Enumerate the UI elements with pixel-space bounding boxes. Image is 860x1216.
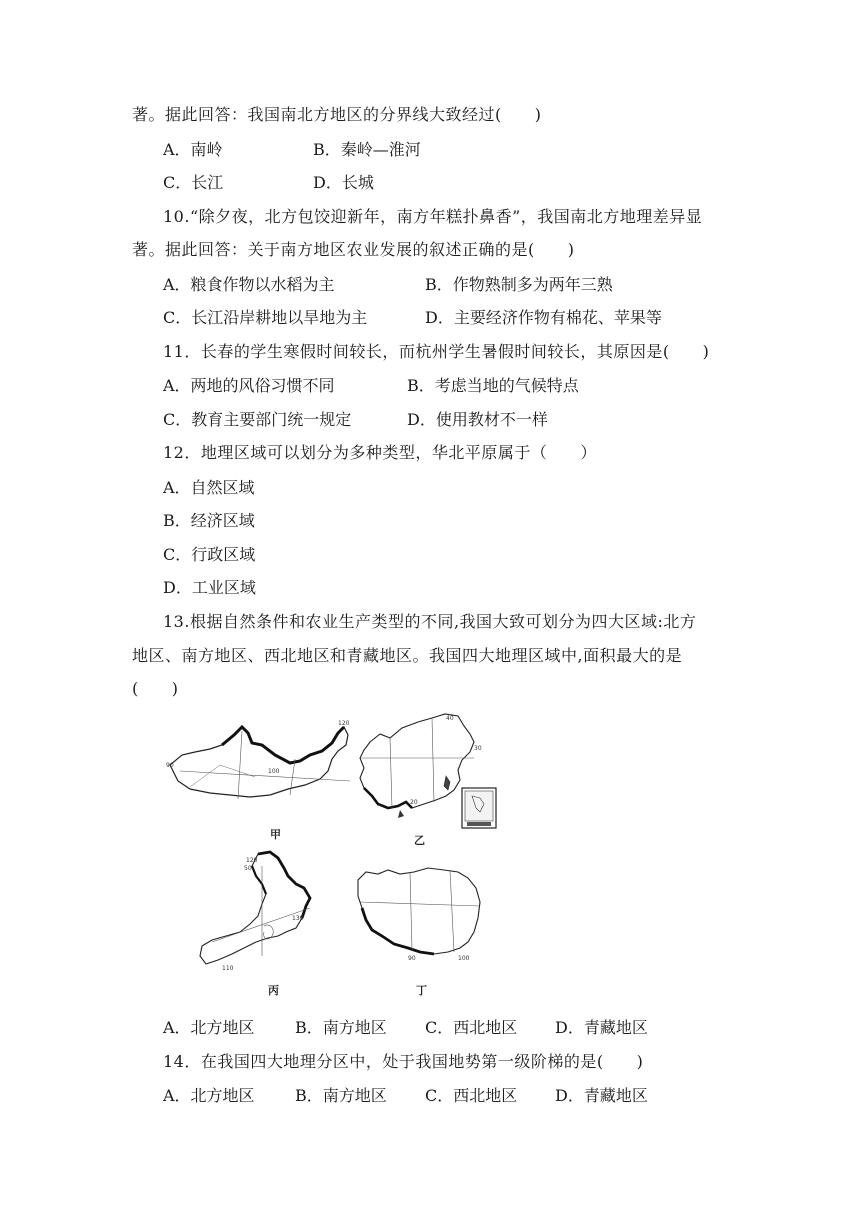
q10-option-a[interactable]: A．粮食作物以水稻为主 [163,275,335,294]
svg-text:90: 90 [408,955,416,962]
q13-stem-line1: 13.根据自然条件和农业生产类型的不同,我国大致可划分为四大区域:北方 [163,612,697,631]
map-bing [192,846,322,976]
q10-option-d[interactable]: D．主要经济作物有棉花、苹果等 [425,308,662,327]
q11-option-b[interactable]: B．考虑当地的气候特点 [407,376,579,395]
q11-stem-line1: 11．长春的学生寒假时间较长，而杭州学生暑假时间较长，其原因是( ) [163,342,710,361]
q13-option-c[interactable]: C．西北地区 [425,1018,518,1037]
q10-option-c[interactable]: C．长江沿岸耕地以旱地为主 [163,308,368,327]
map-ding-caption: 丁 [416,984,427,997]
q11-option-a[interactable]: A．两地的风俗习惯不同 [163,376,335,395]
q10-stem-line1: 10.“除夕夜，北方包饺迎新年，南方年糕扑鼻香”，我国南北方地理差异显 [163,207,703,226]
svg-text:130: 130 [292,915,304,922]
q9-option-a[interactable]: A．南岭 [163,140,223,159]
svg-text:100: 100 [458,955,470,962]
q10-stem-line2: 著。据此回答：关于南方地区农业发展的叙述正确的是( ) [132,240,575,259]
q9-option-c[interactable]: C．长江 [163,173,224,192]
svg-text:90: 90 [166,762,174,769]
q13-option-d[interactable]: D．青藏地区 [555,1018,648,1037]
q10-option-b[interactable]: B．作物熟制多为两年三熟 [425,275,613,294]
q12-option-c[interactable]: C．行政区域 [163,545,256,564]
q9-option-d[interactable]: D．长城 [313,173,374,192]
q12-option-a[interactable]: A．自然区域 [163,478,255,497]
map-bing-caption: 丙 [268,984,279,997]
q9-option-b[interactable]: B．秦岭—淮河 [313,140,421,159]
map-yi [350,712,510,832]
svg-text:20: 20 [410,799,418,806]
q12-option-b[interactable]: B．经济区域 [163,511,255,530]
svg-text:110: 110 [222,965,234,972]
q11-option-d[interactable]: D．使用教材不一样 [407,410,548,429]
q13-stem-line3: ( ) [132,679,179,698]
map-jia-caption: 甲 [270,828,281,841]
svg-text:100: 100 [268,768,280,775]
q14-option-a[interactable]: A．北方地区 [163,1086,255,1105]
svg-text:30: 30 [474,745,482,752]
q14-option-b[interactable]: B．南方地区 [295,1086,387,1105]
map-yi-caption: 乙 [414,834,425,847]
q14-option-c[interactable]: C．西北地区 [425,1086,518,1105]
q9-stem-tail: 著。据此回答：我国南北方地区的分界线大致经过( ) [132,105,542,124]
q13-stem-line2: 地区、南方地区、西北地区和青藏地区。我国四大地理区域中,面积最大的是 [132,646,683,665]
q13-option-b[interactable]: B．南方地区 [295,1018,387,1037]
q14-stem-line1: 14．在我国四大地理分区中，处于我国地势第一级阶梯的是( ) [163,1052,644,1071]
map-jia [160,715,360,805]
q12-stem-line1: 12．地理区域可以划分为多种类型，华北平原属于（ ） [163,443,597,462]
q11-option-c[interactable]: C．教育主要部门统一规定 [163,410,352,429]
svg-text:40: 40 [446,715,454,722]
q14-option-d[interactable]: D．青藏地区 [555,1086,648,1105]
svg-text:120: 120 [246,857,258,864]
q12-option-d[interactable]: D．工业区域 [163,578,256,597]
svg-text:50: 50 [244,865,252,872]
q13-option-a[interactable]: A．北方地区 [163,1018,255,1037]
map-ding [350,862,490,962]
svg-text:120: 120 [338,720,350,727]
